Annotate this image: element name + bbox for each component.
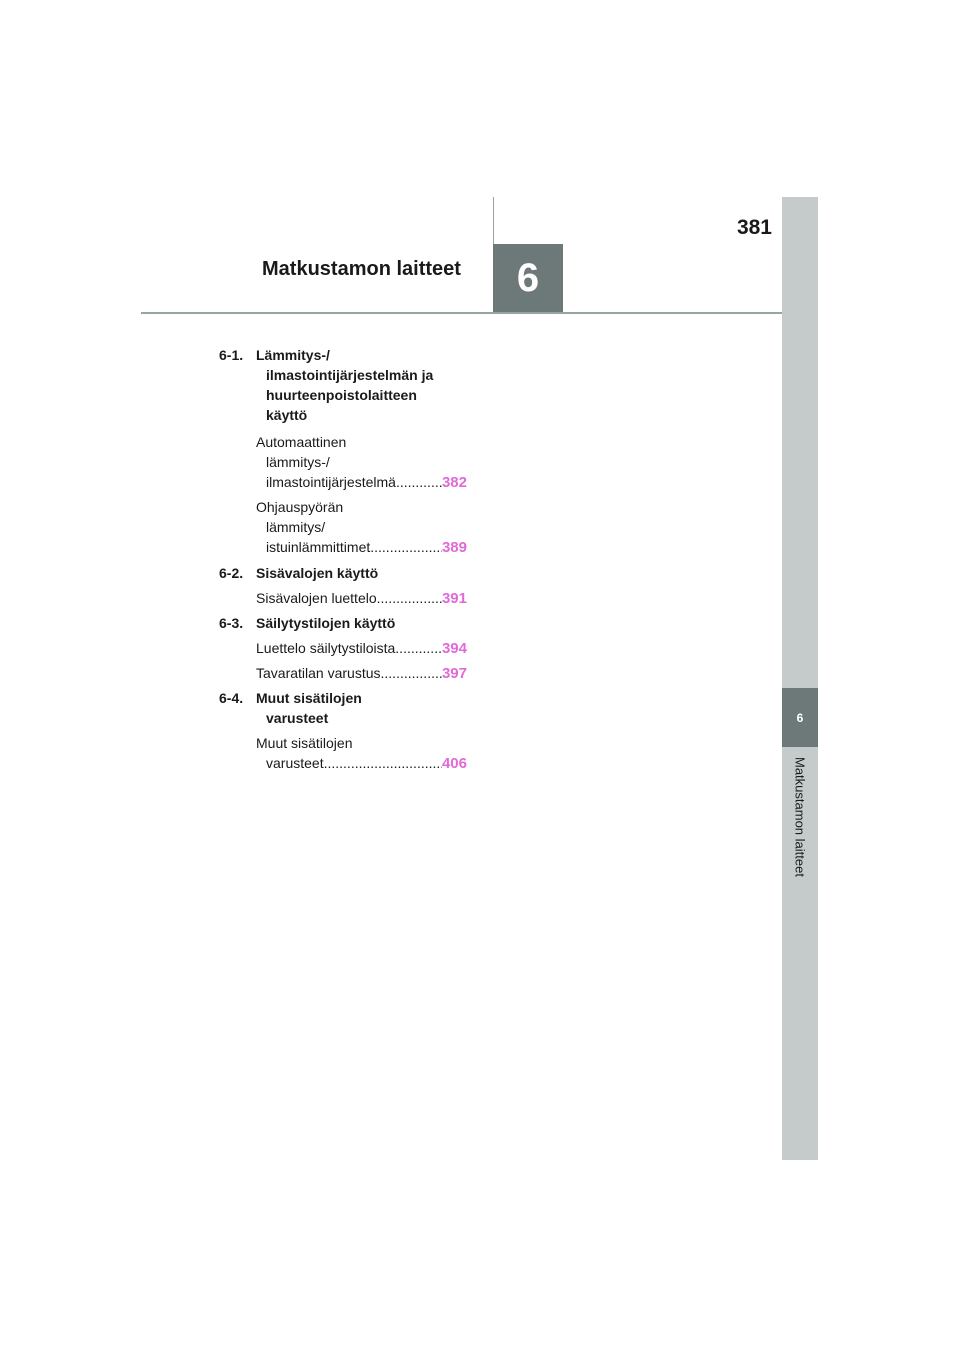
toc-entry[interactable] [256, 432, 467, 493]
dot-leader [324, 753, 442, 773]
dot-leader [395, 638, 442, 658]
chapter-title: Matkustamon laitteet [262, 258, 461, 280]
header-rule [141, 312, 782, 314]
toc-entry[interactable] [256, 588, 467, 609]
section-title-line: Muut sisätilojen [256, 690, 362, 706]
section-title-line: Sisävalojen käyttö [256, 565, 379, 581]
entry-title: varusteet [266, 755, 324, 771]
page-link[interactable]: 389 [441, 539, 467, 556]
side-chapter-tab[interactable]: 6 [782, 688, 818, 747]
side-chapter-label-text: Matkustamon laitteet [792, 757, 808, 877]
section-title-line: huurteenpoistolaitteen [266, 387, 417, 403]
entry-title: Luettelo säilytystiloista [256, 640, 396, 656]
dot-leader [396, 472, 442, 492]
page-link[interactable]: 382 [441, 474, 467, 491]
entry-last-line [256, 588, 467, 609]
entry-last-line [256, 472, 467, 493]
entry-last-line [256, 638, 467, 659]
section-title [256, 688, 467, 728]
section-number: 6-3. [219, 615, 244, 631]
entry-last-line [256, 753, 467, 774]
section-number: 6-4. [219, 690, 244, 706]
entry-line: Ohjauspyörän [256, 499, 344, 515]
entry-line: Muut sisätilojen [256, 735, 353, 751]
section-title [256, 563, 467, 583]
entry-title: ilmastointijärjestelmä [266, 474, 396, 490]
toc-entry[interactable] [256, 663, 467, 684]
section-title-line: käyttö [266, 407, 308, 423]
entry-title: Sisävalojen luettelo [256, 590, 377, 606]
section-title [256, 613, 467, 633]
side-strip [782, 197, 818, 1160]
section-number: 6-2. [219, 565, 244, 581]
section-title-line: ilmastointijärjestelmän ja [266, 367, 434, 383]
page-link[interactable]: 397 [441, 665, 467, 682]
dot-leader [381, 663, 442, 683]
section-title-line: Lämmitys-/ [256, 347, 330, 363]
entry-line: Automaattinen [256, 434, 347, 450]
toc-entry[interactable] [256, 638, 467, 659]
dot-leader [377, 588, 442, 608]
page-link[interactable]: 394 [441, 640, 467, 657]
section-title [256, 345, 467, 425]
entry-last-line [256, 663, 467, 684]
page-link[interactable]: 406 [441, 755, 467, 772]
entry-last-line [256, 537, 467, 558]
toc-entry[interactable] [256, 497, 467, 558]
entry-title: Tavaratilan varustus [256, 665, 381, 681]
toc-entry[interactable] [256, 733, 467, 774]
section-title-line: Säilytystilojen käyttö [256, 615, 396, 631]
entry-line: lämmitys-/ [266, 454, 330, 470]
section-title-line: varusteet [266, 710, 329, 726]
entry-title: istuinlämmittimet [266, 539, 371, 555]
entry-line: lämmitys/ [266, 519, 326, 535]
page-link[interactable]: 391 [441, 590, 467, 607]
chapter-number-box: 6 [493, 244, 563, 313]
page-number: 381 [736, 216, 772, 239]
header-divider [493, 197, 494, 245]
dot-leader [370, 537, 442, 557]
section-number: 6-1. [219, 347, 244, 363]
